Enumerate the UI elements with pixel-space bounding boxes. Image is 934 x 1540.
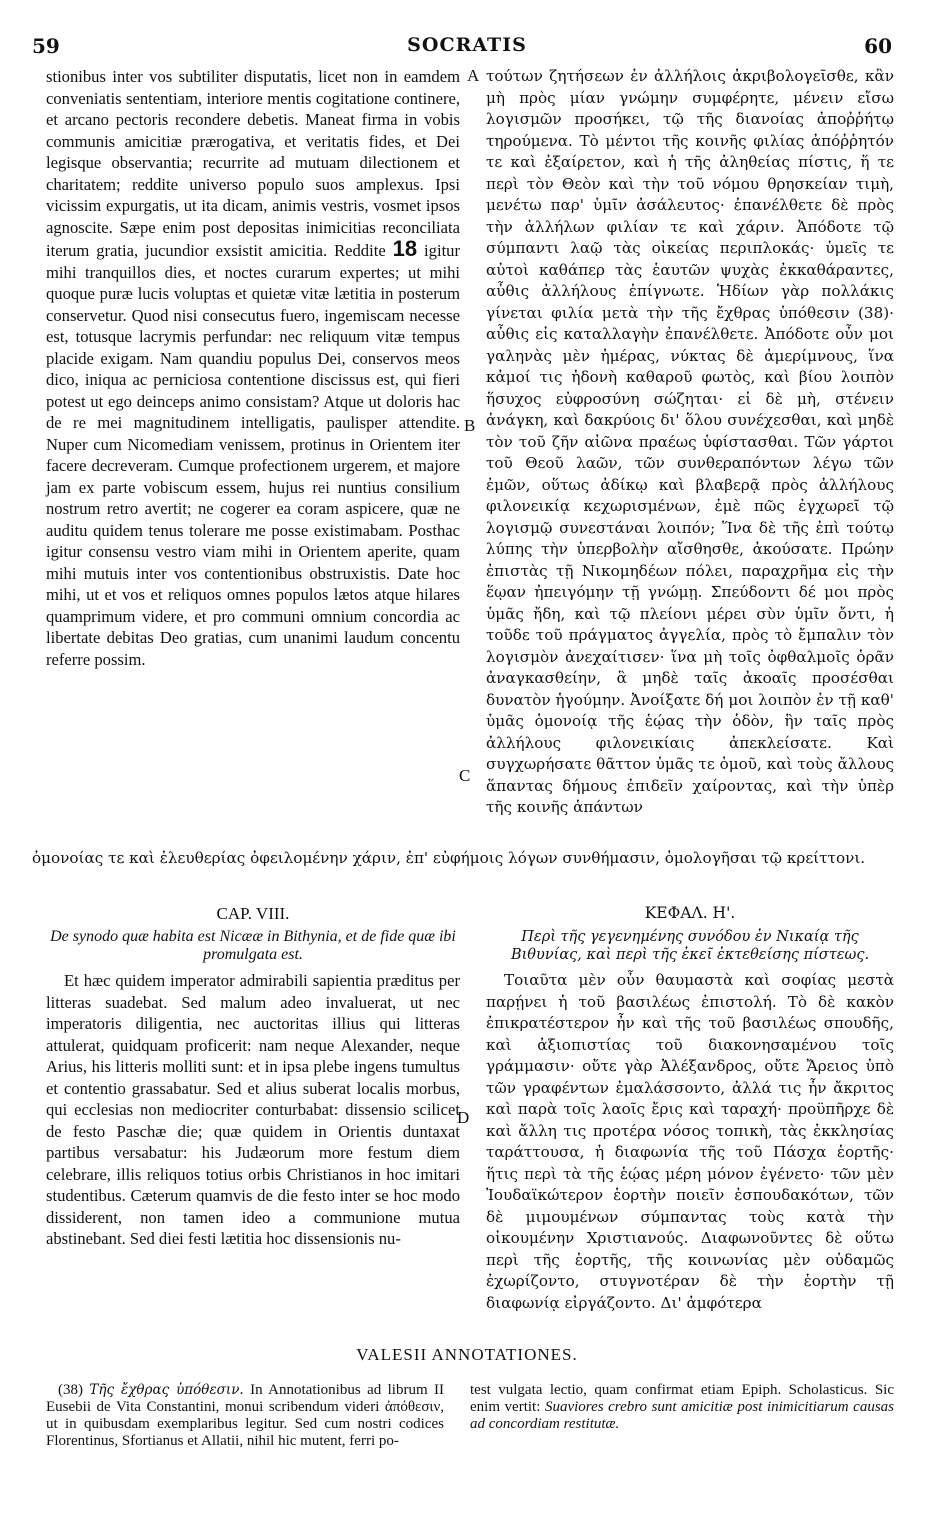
note-text-left: In Annotationibus ad librum II Eusebii de Vita Constantini, monui scribendum videri ἀπόθεσιν, ut in quibusdam exemplaribus legitur. Sed cum nostri codices Florentinus, Sfortianus et Allatii, nihil hic mutent, ferri po-	[46, 1382, 445, 1449]
chapter-title-greek: ΚΕΦΑΛ. Η'.	[644, 904, 736, 922]
latin-chapter-paragraph: Et hæc quidem imperator admirabili sapientia præditus per litteras suadebat. Sed malum adeo invaluerat, ut nec imperatoris diligentia, nec auctoritas illius qui litteras attulerat, quidquam proficerit: nam neque Alexander, neque Arius, his litteris molliti sunt: et in ipsa plebe ingens tumultus et contentio grassabatur. Sed et alius suberat localis morbus, qui ecclesias non mediocriter conturbabat: dissensio scilicet de festo Paschæ die; quæ quidem in Orientis duntaxat partibus versabatur: his Judæorum more festum diem celebrare, illis reliquos totius orbis Christianos in hoc imitari studentibus. Cæterum quamvis de die festo inter se hoc modo dissiderent, non tamen ideo a communione mutua abstinebant. Sed diei festi lætitia hoc dissensionis nu-	[46, 971, 460, 1248]
margin-letter-a: A	[467, 66, 480, 85]
annotations-title: VALESII ANNOTATIONES.	[356, 1345, 578, 1364]
greek-column-top	[486, 66, 894, 819]
latin-column-chapter	[46, 970, 460, 1250]
latin-text-b: igitur mihi tranquillos dies, et noctes curarum expertes; ut mihi quoque puræ lucis voluptas et quietæ vitæ lætitia in posterum conservetur. Quod nisi consecutus fuero, ingemiscam necesse est, totusque lacrymis perfundar: nec reliquum vitæ tempus placide exigam. Nam quandiu populus Dei, conservos meos dico, iniqua ac perniciosa contentione discissus est, qui fieri potest ut ego deinceps animo consistam? Atque ut doloris hac de re mei magnitudinem intelligatis, paulisper attendite. Nuper cum Nicomediam venissem, protinus in Orientem iter facere decreveram. Cumque profectionem urgerem, et majore jam ex parte vobiscum essem, hujus rei nuntius consilium nostrum retro avertit; ne cogerer ea coram aspicere, quæ ne auditu quidem tenus tolerare me posse existimabam. Posthac igitur consensu vestro viam mihi in Orientem aperite, quam mihi mutuis inter vos contentionibus obstruxistis. Date hoc mihi, ut et vos et reliquos omnes populos lætos atque hilares quamprimum videre, et pro communi omnium concordia ac libertate debitas Deo gratias, cum unanimi laudum concentu referre possim.	[46, 241, 460, 669]
page-number-left: 59	[32, 34, 60, 58]
latin-column-top	[46, 66, 460, 670]
note-text-right: test vulgata lectio, quam confirmat etiam Epiph. Scholasticus. Sic enim vertit:	[470, 1382, 894, 1415]
note-translation: Suaviores crebro sunt amicitiæ post inimicitiarum causas ad concordiam restitutæ.	[470, 1399, 895, 1432]
note-lemma: Τῆς ἔχθρας ὑπόθεσιν.	[89, 1382, 244, 1398]
chapter-subtitle-latin: De synodo quæ habita est Nicææ in Bithynia, et de fide quæ ibi promulgata est.	[50, 928, 456, 963]
latin-text-a: stionibus inter vos subtiliter disputatis, licet non in eamdem conveniatis sententiam, interiore mentis cogitatione continere, et arcano pectoris recondere debetis. Maneat firma in vobis communis amicitiæ prærogativa, et veritatis fides, et Dei legisque observantia; recurrite ad mutuam dilectionem et charitatem; reddite universo populo suos amplexus. Ipsi vicissim expurgatis, ut ita dicam, animis vestris, vosmet ipsos agnoscite. Sæpe enim post depositas inimicitias reconciliata iterum gratia, jucundior exsistit amicitia. Reddite	[46, 67, 460, 260]
chapter-title-latin: CAP. VIII.	[216, 904, 290, 923]
page-number-right: 60	[864, 34, 892, 58]
page-header	[0, 34, 934, 58]
annotation-left	[46, 1382, 444, 1450]
note-reference: (38)	[58, 1382, 83, 1398]
section-marker: 18	[392, 236, 418, 261]
latin-paragraph	[46, 66, 460, 670]
greek-column-chapter	[486, 970, 894, 1314]
greek-full-line: ὁμονοίας τε καὶ ἐλευθερίας ὀφειλομένην χάριν, ἐπ' εὐφήμοις λόγων συνθήμασιν, ὁμολογῆσαι τῷ κρείττονι.	[32, 849, 866, 867]
chapter-subtitle-greek: Περὶ τῆς γεγενημένης συνόδου ἐν Νικαίᾳ τῆς Βιθυνίας, καὶ περὶ τῆς ἐκεῖ ἐκτεθείσης πίστεως.	[510, 929, 870, 963]
running-title: SOCRATIS	[407, 34, 527, 56]
margin-letter-d: D	[457, 1108, 470, 1127]
annotation-right	[470, 1382, 894, 1433]
margin-letter-b: B	[464, 416, 476, 435]
greek-paragraph: τούτων ζητήσεων ἐν ἀλλήλοις ἀκριβολογεῖσθε, κἂν μὴ πρὸς μίαν γνώμην συμφέρητε, μένειν εἴσω λογισμῶν προσήκει, τῷ τῆς διανοίας ἀποῤῥήτῳ τηρούμενα. Τὸ μέντοι τῆς κοινῆς φιλίας ἀπόῤῥητόν τε καὶ ἐξαίρετον, καὶ ἡ τῆς ἀληθείας πίστις, ἥ τε περὶ τὸν Θεὸν καὶ τὴν τοῦ νόμου θρησκείαν τιμὴ, μενέτω παρ' ὑμῖν ἀσάλευτος· ἐπανέλθετε δὲ πρὸς τὴν ἀλλήλων φιλίαν τε καὶ χάριν. Ἀπόδοτε τῷ σύμπαντι λαῷ τὰς οἰκείας περιπλοκάς· ὑμεῖς τε αὐτοὶ καθάπερ τὰς ἑαυτῶν ψυχὰς ἐκκαθάραντες, αὖθις ἀλλήλους ἐπίγνωτε. Ἡδίων γὰρ πολλάκις γίνεται φιλία μετὰ τὴν τῆς ἔχθρας ὑπόθεσιν (38)· αὖθις εἰς καταλλαγὴν ἐπανέλθετε. Ἀπόδοτε οὖν μοι γαληνὰς μὲν ἡμέρας, νύκτας δὲ ἀμερίμνους, ἵνα κἀμοί τις ἡδονὴ καθαροῦ φωτὸς, καὶ βίου λοιπὸν ἥσυχος εὐφροσύνη σώζηται· εἰ δὲ μὴ, στένειν ἀνάγκη, καὶ δακρύοις δι' ὅλου συνέχεσθαι, καὶ μηδὲ τὸν τοῦ ζῆν αἰῶνα πραέως ὑφίστασθαι. Τῶν γάρτοι τοῦ Θεοῦ λαῶν, τῶν συνθεραπόντων λέγω τῶν ἐμῶν, οὕτως ἀδίκῳ καὶ βλαβερᾷ πρὸς ἀλλήλους φιλονεικίᾳ κεχωρισμένων, ἐμὲ πῶς ἐγχωρεῖ τῷ λογισμῷ συνεστάναι λοιπόν; Ἵνα δὲ τῆς ἐπὶ τούτῳ λύπης τὴν ὑπερβολὴν αἴσθησθε, ἀκούσατε. Πρώην ἐπιστὰς τῇ Νικομηδέων πόλει, παραχρῆμα εἰς τὴν ἕῳαν ἠπειγόμην τῇ γνώμῃ. Σπεύδοντι δέ μοι πρὸς ὑμᾶς ἤδη, καὶ τῷ πλείονι μέρει σὺν ὑμῖν ὄντι, ἡ τοῦδε τοῦ πράγματος ἀγγελία, πρὸς τὸ ἔμπαλιν τὸν λογισμὸν ἀνεχαίτισεν· ἵνα μὴ τοῖς ὀφθαλμοῖς ὁρᾶν ἀναγκασθείην, ἃ μηδὲ ταῖς ἀκοαῖς προσέσθαι δυνατὸν ἡγούμην. Ἀνοίξατε δή μοι λοιπὸν ἐν τῇ καθ' ὑμᾶς ὁμονοίᾳ τῆς ἑῴας τὴν ὁδὸν, ἣν ταῖς πρὸς ἀλλήλους φιλονεικίαις ἀπεκλείσατε. Καὶ συγχωρήσατε θᾶττον ὑμᾶς τε ὁμοῦ, καὶ τοὺς ἄλλους ἅπαντας δήμους ἐπιδεῖν χαίροντας, καὶ τὴν ὑπὲρ τῆς κοινῆς ἁπάντων	[486, 67, 894, 816]
greek-chapter-paragraph: Τοιαῦτα μὲν οὖν θαυμαστὰ καὶ σοφίας μεστὰ παρῄνει ἡ τοῦ βασιλέως ἐπιστολή. Τὸ δὲ κακὸν ἐπικρατέστερον ἦν καὶ τῆς τοῦ βασιλέως σπουδῆς, καὶ ἀξιοπιστίας τοῦ διακονησαμένου τοῖς γράμμασιν· οὔτε γὰρ Ἀλέξανδρος, οὔτε Ἄρειος ὑπὸ τῶν γραφέντων ἐμαλάσσοντο, ἀλλά τις ἦν ἄκριτος καὶ παρὰ τοῖς λαοῖς ἔρις καὶ ταραχή· προϋπῆρχε δὲ καὶ ἄλλη τις προτέρα νόσος τοπικὴ, τὰς ἐκκλησίας ταράττουσα, ἡ διαφωνία τῆς τοῦ Πάσχα ἑορτῆς· ἥτις περὶ τὰ τῆς ἑῴας μέρη μόνον ἐγένετο· τῶν μὲν Ἰουδαϊκώτερον ἑορτὴν ποιεῖν ἐσπουδακότων, τῶν δὲ μιμουμένων σύμπαντας τοὺς κατὰ τὴν οἰκουμένην Χριστιανούς. Διαφωνοῦντες δὲ οὕτω περὶ τῆς ἑορτῆς, τῆς κοινωνίας μὲν οὐδαμῶς ἐχωρίζοντο, στυγνοτέραν δὲ τὴν ἑορτὴν τῇ διαφωνίᾳ εἰργάζοντο. Δι' ἀμφότερα	[486, 971, 894, 1312]
margin-letter-c: C	[459, 766, 471, 785]
